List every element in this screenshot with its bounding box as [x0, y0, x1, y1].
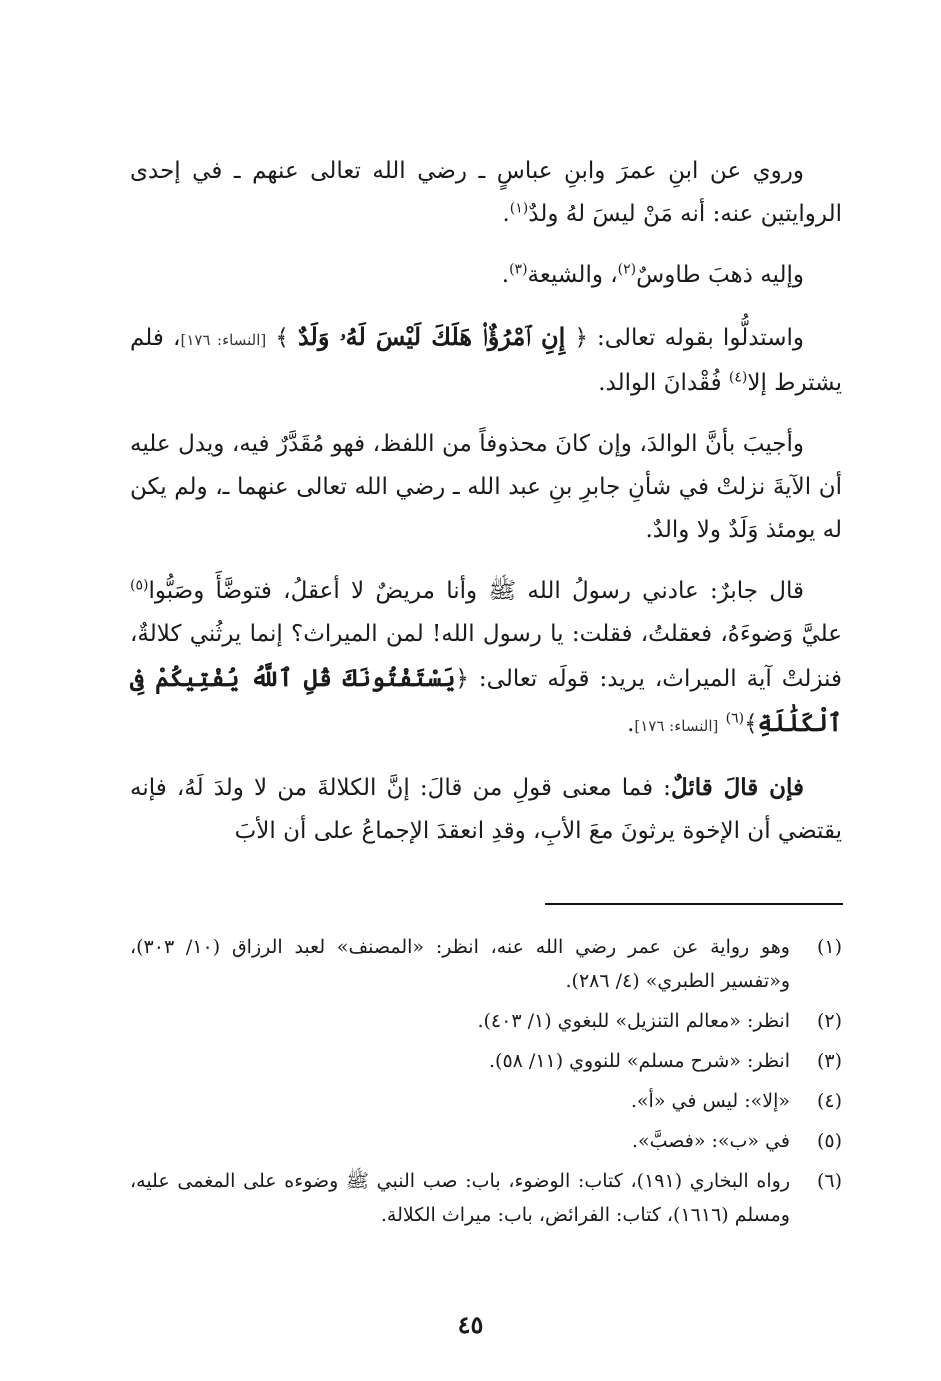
footnote-text: رواه البخاري (١٩١)، كتاب: الوضوء، باب: صب النبي ﷺ وضوءه على المغمى عليه، ومسلم (١٦١٦)، كتاب: الفرائض، باب: ميراث الكلالة. [130, 1170, 791, 1226]
quran-brace-open-2: ﴿ [455, 666, 469, 692]
paragraph-2-end: . [501, 262, 510, 288]
footnote-number: (٣) [816, 1050, 842, 1072]
paragraph-3-text-c: فُقْدانَ الوالد. [598, 370, 729, 396]
footnote-item [130, 930, 842, 998]
quran-brace-close: ﴾ [275, 325, 289, 351]
paragraph-2-text-a: وإليه ذهبَ طاوسٌ [636, 262, 804, 288]
quran-brace-open: ﴿ [574, 325, 588, 351]
paragraph-1-text: وروي عن ابنِ عمرَ وابنِ عباسٍ ـ رضي الله تعالى عنهم ـ في إحدى الروايتين عنه: أنه مَنْ ليسَ لهُ ولدٌ [130, 158, 842, 227]
paragraph-6 [130, 766, 842, 853]
footnote-number: (٦) [816, 1170, 842, 1192]
footnotes [130, 930, 842, 1238]
quran-verse-1: إِنِ ٱمْرُؤٌا۟ هَلَكَ لَيْسَ لَهُۥ وَلَدٌ [297, 322, 566, 351]
footnote-item [130, 1084, 842, 1118]
footnote-ref-3[interactable]: (٣) [509, 261, 528, 278]
footnote-ref-4[interactable]: (٤) [728, 369, 748, 386]
main-text [130, 150, 842, 871]
footnote-item [130, 1004, 842, 1038]
footnote-divider [545, 903, 843, 905]
paragraph-5-text-b: عليَّ وَضوءَهُ، فعقلتُ، فقلت: يا رسول الله! لمن الميراث؟ إنما يرثُني كلالةٌ، فنزلتْ آية الميراث، يريد: قولَه تعالى: [130, 621, 842, 692]
footnote-number: (٤) [816, 1090, 842, 1112]
verse-reference-1: [النساء: ١٧٦] [180, 331, 267, 349]
paragraph-3-text-a: واستدلُّوا بقوله تعالى: [587, 325, 804, 351]
page-number: ٤٥ [457, 1310, 484, 1339]
quran-brace-close-2: ﴾ [744, 711, 758, 737]
footnote-item [130, 1164, 842, 1232]
footnote-text: «إلا»: ليس في «أ». [630, 1090, 790, 1112]
paragraph-2-text-b: ، والشيعة [527, 262, 618, 288]
quran-verse-2: يَسْتَفْتُونَكَ قُلِ ٱللَّهُ يُفْتِيكُمْ فِى ٱلْكَلَٰلَةِ [130, 663, 842, 737]
footnote-ref-2[interactable]: (٢) [617, 261, 637, 278]
paragraph-3-text-b: ، فلم يشترط إلا [130, 325, 842, 396]
paragraph-5-end: . [627, 711, 635, 737]
footnote-number: (٢) [816, 1010, 842, 1032]
paragraph-3 [130, 315, 842, 405]
footnote-text: وهو رواية عن عمر رضي الله عنه، انظر: «المصنف» لعبد الرزاق (١٠/ ٣٠٣)، و«تفسير الطبري» (٤/ ٢٨٦). [130, 936, 790, 992]
footnote-ref-1[interactable]: (١) [509, 200, 529, 217]
paragraph-5 [130, 570, 842, 748]
footnote-text: انظر: «معالم التنزيل» للبغوي (١/ ٤٠٣). [477, 1010, 790, 1032]
footnote-text: انظر: «شرح مسلم» للنووي (١١/ ٥٨). [488, 1050, 790, 1072]
paragraph-4 [130, 423, 842, 552]
footnote-item [130, 1124, 842, 1158]
paragraph-4-text: وأجيبَ بأنَّ الوالدَ، وإن كانَ محذوفاً من اللفظ، فهو مُقَدَّرٌ فيه، ويدل عليه أن الآيةَ نزلتْ في شأنِ جابرِ بنِ عبد الله ـ رضي الله تعالى عنهما ـ، ولم يكن له يومئذ وَلَدٌ ولا والدٌ. [130, 431, 842, 543]
paragraph-1 [130, 150, 842, 236]
footnote-item [130, 1044, 842, 1078]
paragraph-2 [130, 254, 842, 297]
paragraph-6-lead: فإن قالَ قائلٌ [670, 774, 804, 801]
footnote-number: (٥) [816, 1130, 842, 1152]
paragraph-6-text: : فما معنى قولِ من قالَ: إنَّ الكلالةَ من لا ولدَ لَهُ، فإنه يقتضي أن الإخوة يرثونَ معَ الأبِ، وقدِ انعقدَ الإجماعُ على أن الأبَ [130, 775, 842, 844]
footnote-number: (١) [816, 936, 842, 958]
footnote-ref-6[interactable]: (٦) [725, 710, 745, 727]
paragraph-1-end: . [502, 201, 510, 227]
footnote-text: في «ب»: «فصبَّ». [631, 1130, 790, 1152]
paragraph-5-text-a: قال جابرٌ: عادني رسولُ الله ﷺ وأنا مريضٌ لا أعقلُ، فتوضَّأَ وصَبُّوا [148, 578, 804, 604]
verse-reference-2: [النساء: ١٧٦] [634, 717, 719, 735]
footnote-ref-5[interactable]: (٥) [130, 577, 149, 594]
